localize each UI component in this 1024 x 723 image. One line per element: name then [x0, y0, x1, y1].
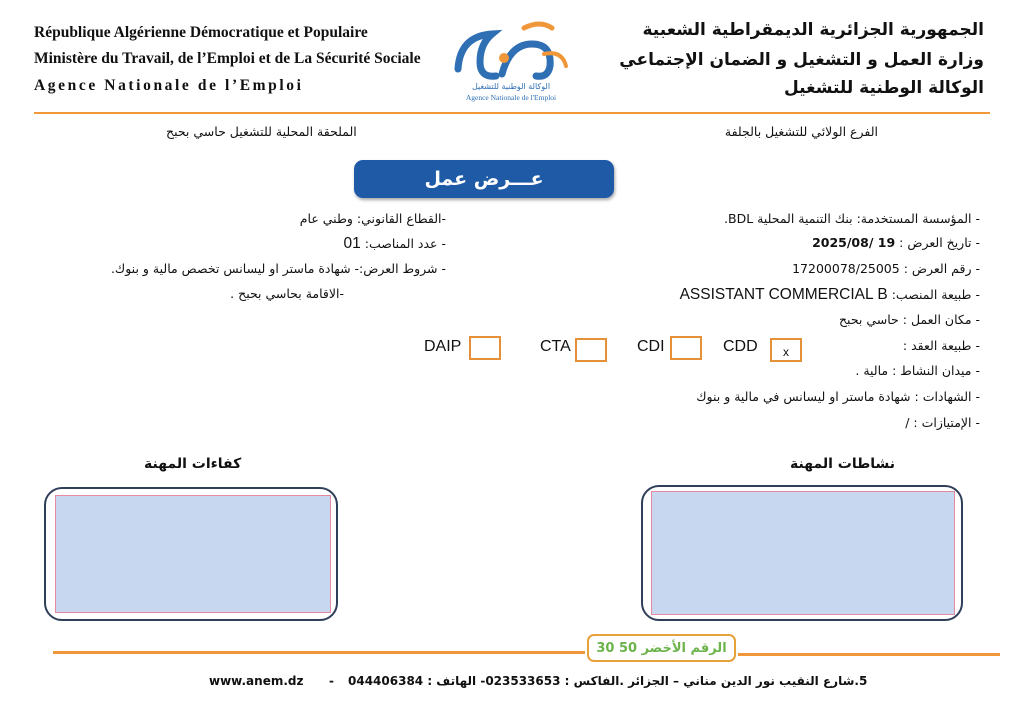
field-position: [680, 286, 980, 304]
contract-daip-checkbox[interactable]: [469, 336, 501, 360]
field-residence-label: -الاقامة بحاسي بحبح .: [230, 286, 344, 301]
skills-panel-content[interactable]: [55, 495, 331, 613]
field-offer-conditions: [111, 261, 446, 276]
field-positions-count-value: 01: [343, 235, 361, 252]
contract-daip-label: DAIP: [424, 338, 462, 355]
field-workplace-value: حاسي بحبح: [838, 312, 899, 327]
field-contract-type-label: - طبيعة العقد :: [902, 338, 980, 353]
logo-caption-ar: الوكالة الوطنية للتشغيل: [471, 82, 551, 91]
field-benefits: [905, 415, 980, 430]
header-fr-ministry: Ministère du Travail, de l’Emploi et de La Sécurité Sociale: [34, 50, 421, 67]
footer-separator: -: [329, 674, 334, 688]
field-diplomas: [696, 389, 980, 404]
section-skills-title: كفاءات المهنة: [144, 456, 242, 472]
field-activity-domain-label: - ميدان النشاط :: [892, 363, 980, 378]
field-activity-domain: [855, 363, 980, 378]
field-offer-conditions-value: شهادة ماستر او ليسانس تخصص مالية و بنوك.: [110, 261, 351, 276]
field-employer: [724, 211, 980, 226]
field-legal-sector-label: -القطاع القانوني:: [356, 211, 446, 226]
header-divider: [34, 112, 990, 114]
field-legal-sector-value: وطني عام: [299, 211, 353, 226]
contract-cdd-label: CDD: [723, 338, 758, 355]
field-offer-number-label: - رقم العرض :: [903, 261, 980, 276]
contract-cta-checkbox[interactable]: [575, 338, 607, 362]
field-residence: [230, 286, 344, 301]
activities-panel-content[interactable]: [651, 491, 955, 615]
header-fr-republic: République Algérienne Démocratique et Populaire: [34, 24, 368, 41]
header-ar-republic: الجمهورية الجزائرية الديمقراطية الشعبية: [642, 20, 984, 40]
contract-cdd-checkbox[interactable]: x: [770, 338, 802, 362]
footer-rule-right: [738, 653, 1000, 656]
field-benefits-value: /: [905, 415, 910, 430]
field-offer-date: [812, 235, 980, 250]
field-offer-number: [792, 261, 980, 276]
subheader-regional-branch: الفرع الولائي للتشغيل بالجلفة: [724, 124, 878, 139]
field-workplace-label: - مكان العمل :: [902, 312, 980, 327]
field-employer-label: - المؤسسة المستخدمة:: [856, 211, 980, 226]
field-benefits-label: - الإمتيازات :: [913, 415, 980, 430]
field-offer-conditions-label: - شروط العرض:-: [354, 261, 446, 276]
field-workplace: [839, 312, 980, 327]
logo-caption-fr: Agence Nationale de l'Emploi: [465, 93, 557, 102]
contract-cdi-checkbox[interactable]: [670, 336, 702, 360]
footer-website-link[interactable]: www.anem.dz: [209, 674, 304, 688]
footer-address: 5.شارع النقيب نور الدين مناني – الجزائر .الفاكس : 023533653- الهاتف : 044406384: [348, 674, 868, 688]
contract-cta-label: CTA: [540, 338, 571, 355]
section-activities-title: نشاطات المهنة: [790, 456, 896, 472]
field-contract-type: [903, 338, 980, 353]
field-legal-sector: [300, 211, 446, 226]
header-fr-agency: Agence Nationale de l’Emploi: [34, 77, 304, 94]
field-offer-date-value: 19 /2025/08: [812, 235, 896, 250]
subheader-local-office: الملحقة المحلية للتشغيل حاسي بحبح: [166, 124, 357, 139]
field-positions-count: [344, 235, 446, 253]
activities-panel[interactable]: [641, 485, 963, 621]
contract-cdi-label: CDI: [637, 338, 665, 355]
field-activity-domain-value: مالية .: [855, 363, 889, 378]
field-diplomas-label: - الشهادات :: [914, 389, 980, 404]
footer-rule-left: [53, 651, 585, 654]
green-number-badge: الرقم الأخضر 50 30: [587, 634, 736, 662]
header-ar-agency: الوكالة الوطنية للتشغيل: [783, 78, 984, 98]
field-positions-count-label: - عدد المناصب:: [364, 236, 446, 251]
header-ar-ministry: وزارة العمل و التشغيل و الضمان الإجتماعي: [619, 50, 984, 70]
field-employer-value: بنك التنمية المحلية BDL.: [724, 211, 853, 226]
skills-panel[interactable]: [44, 487, 338, 621]
field-offer-number-value: 17200078/25005: [792, 261, 900, 276]
field-diplomas-value: شهادة ماستر او ليسانس في مالية و بنوك: [696, 389, 911, 404]
offer-title: عـــرض عمل: [354, 160, 614, 198]
field-offer-date-label: - تاريخ العرض :: [899, 235, 980, 250]
field-position-label: - طبيعة المنصب:: [891, 287, 980, 302]
field-position-value: ASSISTANT COMMERCIAL B: [679, 286, 888, 303]
